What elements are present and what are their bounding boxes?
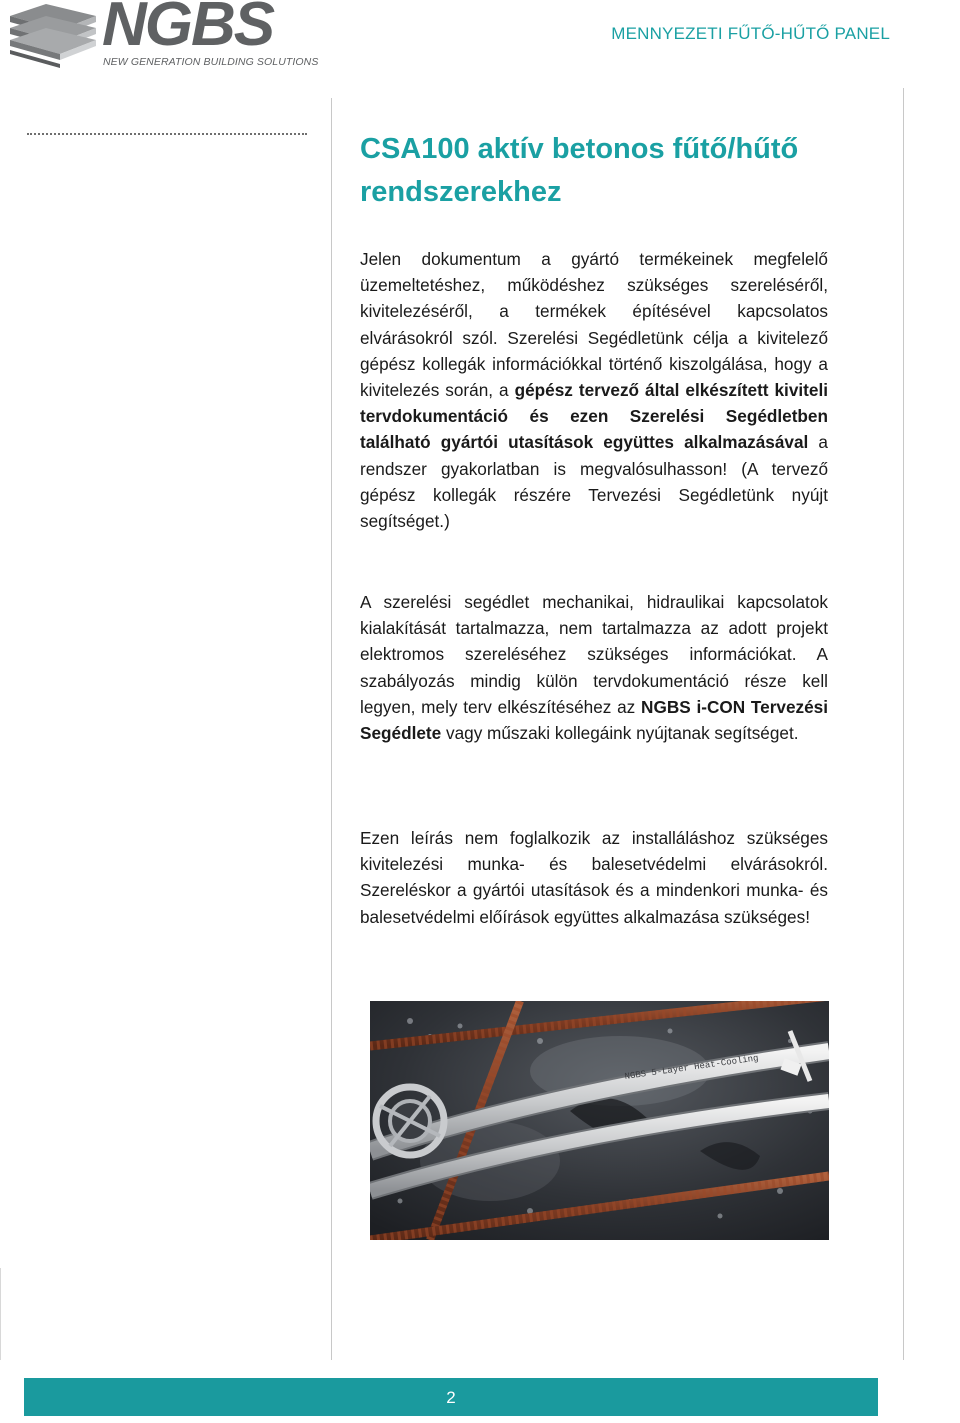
logo-tagline: NEW GENERATION BUILDING SOLUTIONS <box>103 56 319 68</box>
scope-text-2: vagy műszaki kollegáink nyújtanak segítséget. <box>441 723 799 744</box>
intro-text-2: a rendszer gyakorlatban is megvalósulhasson! (A tervező gépész kollegák részére Tervezési Segédletünk nyújt segítséget.) <box>360 432 828 532</box>
logo-wordmark: NGBS <box>102 0 274 59</box>
pipe-print-text: NGBS 5-Layer Heat-Cooling <box>624 1053 760 1082</box>
scope-paragraph <box>360 589 828 746</box>
dotted-divider <box>27 133 307 137</box>
header-title: MENNYEZETI FŰTŐ-HŰTŐ PANEL <box>611 24 890 43</box>
intro-text-1: Jelen dokumentum a gyártó termékeinek megfelelő üzemeltetéshez, működéshez szükséges szereléséről, kivitelezéséről, a termékek építésével kapcsolatos elvárásokról szól. Szerelési Segédletünk célja a kivitelező gépész kollegák információkkal történő kiszolgálása, hogy a kivitelezés során, a <box>360 249 828 401</box>
page-number: 2 <box>446 1388 456 1407</box>
intro-bold-text: gépész tervező által elkészített kiviteli tervdokumentáció és ezen Szerelési Segédletben található gyártói utasítások együttes alkalmazásával <box>360 380 829 453</box>
ngbs-logo-icon <box>6 2 98 68</box>
scope-bold-text: NGBS i-CON Tervezési Segédlete <box>360 696 828 744</box>
intro-paragraph <box>360 246 828 534</box>
scope-text-1: A szerelési segédlet mechanikai, hidraulikai kapcsolatok kialakítását tartalmazza, nem tartalmazza az adott projekt elektromos szereléséhez szükséges információkat. A szabályozás mindig külön tervdokumentáció része kell legyen, mely terv elkészítéséhez az <box>360 592 828 717</box>
right-column-rule <box>903 88 904 1360</box>
safety-paragraph: Ezen leírás nem foglalkozik az installáláshoz szükséges kivitelezési munka- és balesetvédelmi elvárásokról. Szereléskor a gyártói utasítások és a mindenkori munka- és balesetvédelmi előírások együttes alkalmazása szükséges! <box>360 828 828 927</box>
document-title: CSA100 aktív betonos fűtő/hűtő rendszerekhez <box>360 133 799 208</box>
left-column-rule <box>331 98 332 1360</box>
installation-photo <box>370 1001 829 1240</box>
footer-bar <box>24 1378 878 1416</box>
edge-rule <box>0 1268 1 1360</box>
